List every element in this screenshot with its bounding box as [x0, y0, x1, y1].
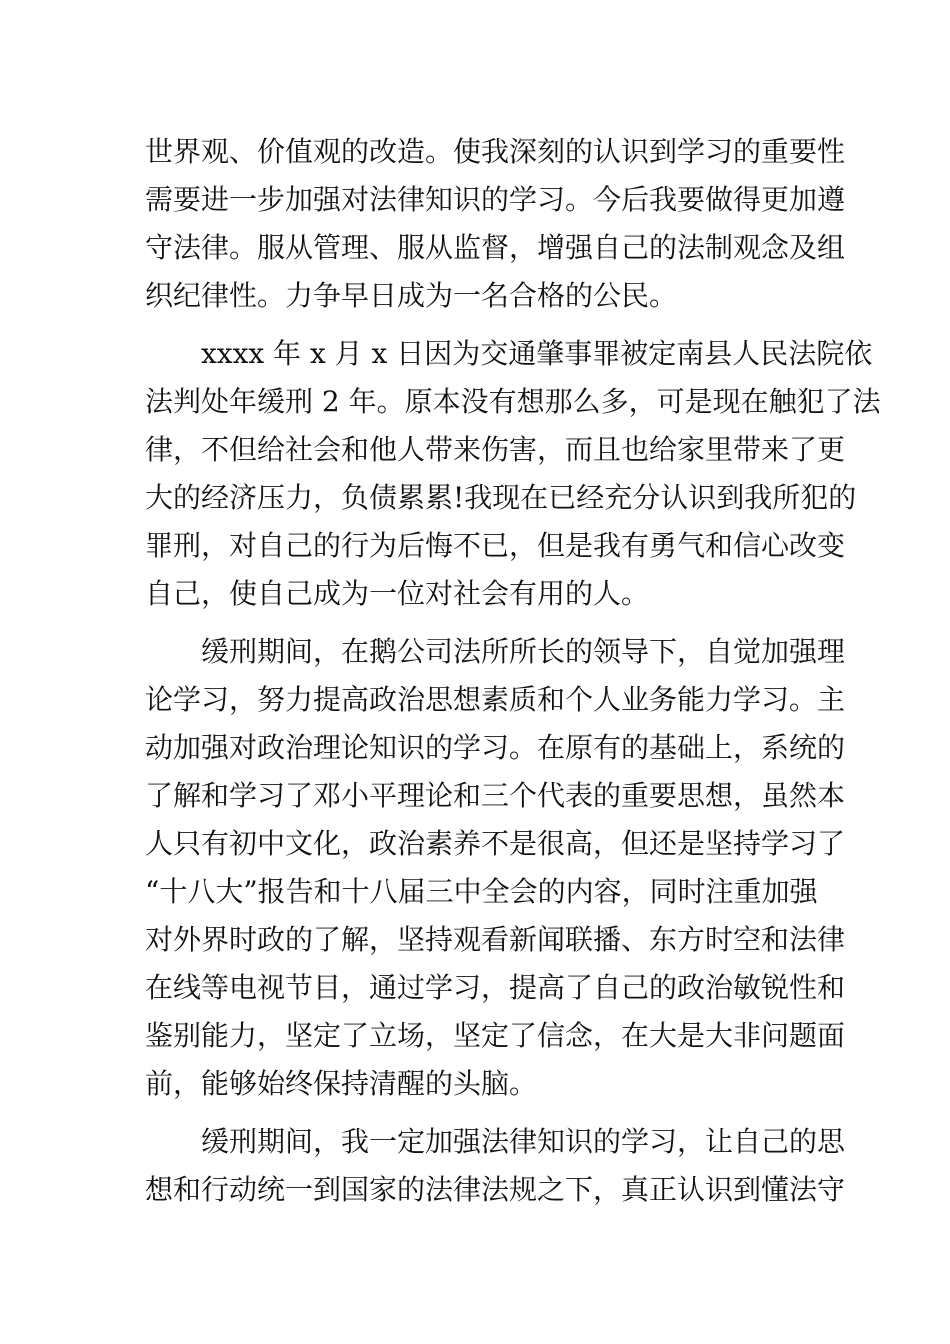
text-line: 世界观、价值观的改造。使我深刻的认识到学习的重要性: [145, 135, 846, 168]
text-line: 在线等电视节目，通过学习，提高了自己的政治敏锐性和: [145, 971, 846, 1004]
text-line: 织纪律性。力争早日成为一名合格的公民。: [145, 279, 678, 312]
text-line: 人只有初中文化，政治素养不是很高，但还是坚持学习了: [145, 827, 846, 860]
text-line: 论学习，努力提高政治思想素质和个人业务能力学习。主: [145, 683, 846, 716]
text-line: 律，不但给社会和他人带来伤害，而且也给家里带来了更: [145, 433, 846, 466]
text-line: 前，能够始终保持清醒的头脑。: [145, 1067, 538, 1100]
text-line: 需要进一步加强对法律知识的学习。今后我要做得更加遵: [145, 183, 846, 216]
text-line: 法判处年缓刑 2 年。原本没有想那么多，可是现在触犯了法: [145, 385, 881, 418]
text-line: 想和行动统一到国家的法律法规之下，真正认识到懂法守: [145, 1173, 846, 1206]
text-line: 罪刑，对自己的行为后悔不已，但是我有勇气和信心改变: [145, 529, 846, 562]
text-line: 了解和学习了邓小平理论和三个代表的重要思想，虽然本: [145, 779, 846, 812]
text-line: 大的经济压力，负债累累!我现在已经充分认识到我所犯的: [145, 481, 857, 514]
text-line: “十八大”报告和十八届三中全会的内容，同时注重加强: [145, 875, 818, 908]
text-line: 对外界时政的了解，坚持观看新闻联播、东方时空和法律: [145, 923, 846, 956]
text-line: 守法律。服从管理、服从监督，增强自己的法制观念及组: [145, 231, 846, 264]
text-line: xxxx 年 x 月 x 日因为交通肇事罪被定南县人民法院依: [145, 337, 873, 370]
text-line: 缓刑期间，在鹅公司法所所长的领导下，自觉加强理: [145, 635, 846, 668]
text-line: 鉴别能力，坚定了立场，坚定了信念，在大是大非问题面: [145, 1019, 846, 1052]
text-line: 缓刑期间，我一定加强法律知识的学习，让自己的思: [145, 1125, 846, 1158]
text-line: 自己，使自己成为一位对社会有用的人。: [145, 577, 650, 610]
text-line: 动加强对政治理论知识的学习。在原有的基础上，系统的: [145, 731, 846, 764]
